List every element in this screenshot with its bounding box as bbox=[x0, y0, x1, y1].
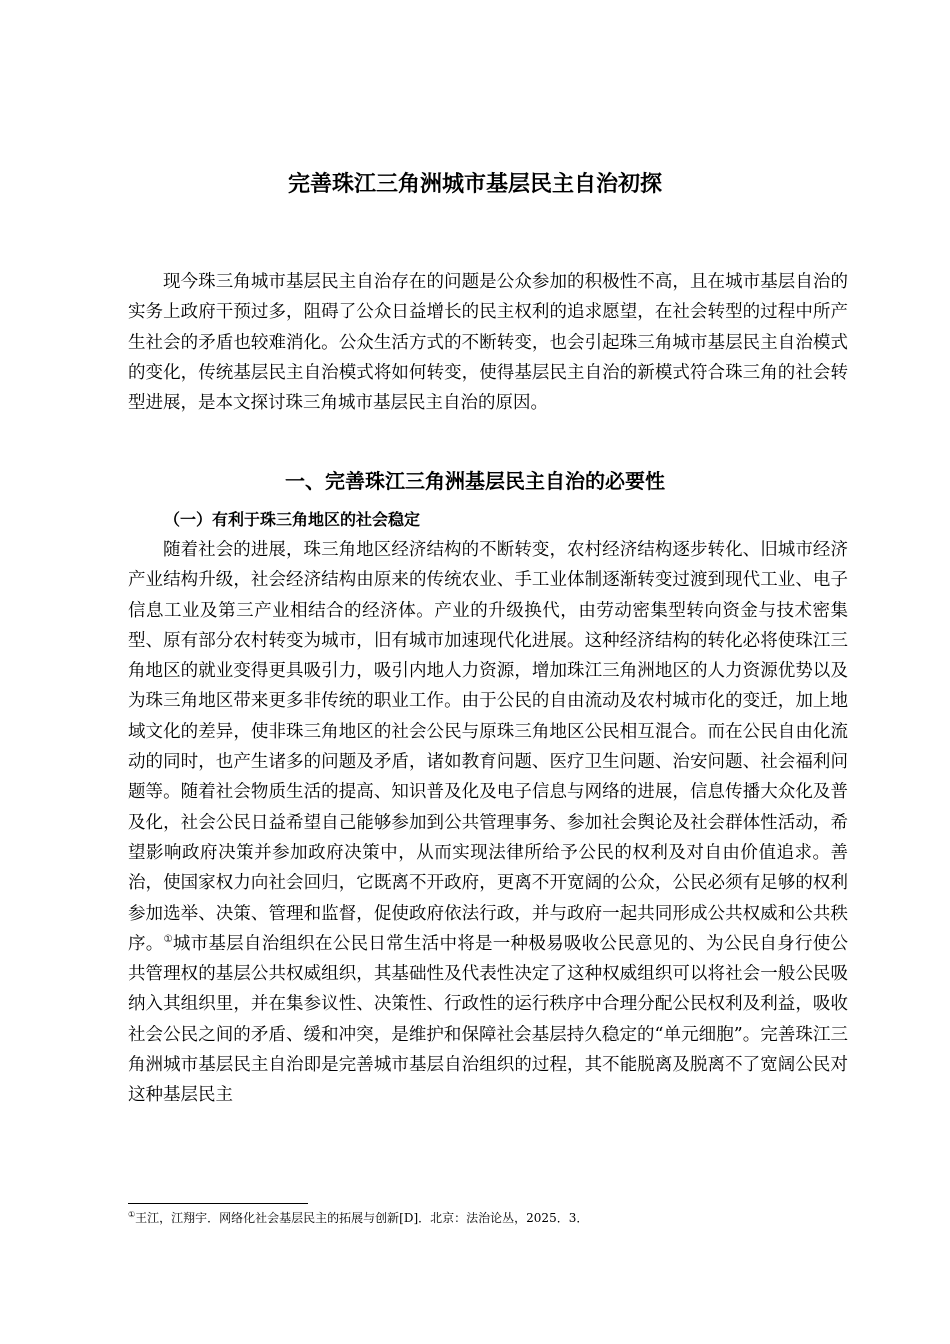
footnote-divider bbox=[128, 1203, 308, 1204]
footnote-marker: ① bbox=[128, 1210, 136, 1219]
footnote-reference: ① bbox=[163, 934, 173, 946]
footnote-text: 王江，江翔宇．网络化社会基层民主的拓展与创新[D]．北京：法治论丛，2025．3． bbox=[135, 1211, 589, 1225]
document-title: 完善珠江三角洲城市基层民主自治初探 bbox=[287, 172, 662, 197]
body-paragraph-text: 随着社会的进展，珠三角地区经济结构的不断转变，农村经济结构逐步转化、旧城市经济产业结构升级，社会经济结构由原来的传统农业、手工业体制逐渐转变过渡到现代工业、电子信息工业及第三产业相结合的经济体。产业的升级换代，由劳动密集型转向资金与技术密集型、原有部分农村转变为城市，旧有城市加速现代化进展。这种经济结构的转化必将使珠江三角地区的就业变得更具吸引力，吸引内地人力资源，增加珠江三角洲地区的人力资源优势以及为珠三角地区带来更多非传统的职业工作。由于公民的自由流动及农村城市化的变迁，加上地域文化的差异，使非珠三角地区的社会公民与原珠三角地区公民相互混合。而在公民自由化流动的同时，也产生诸多的问题及矛盾，诸如教育问题、医疗卫生问题、治安问题、社会福利问题等。随着社会物质生活的提高、知识普及化及电子信息与网络的进展，信息传播大众化及普及化，社会公民日益希望自己能够参加到公共管理事务、参加社会舆论及社会群体性活动，希望影响政府决策并参加政府决策中，从而实现法律所给予公民的权利及对自由价值追求。善治，使国家权力向社会回归，它既离不开政府，更离不开宽阔的公众，公民必须有足够的权利参加选举、决策、管理和监督，促使政府依法行政，并与政府一起共同形成公共权威和公共秩序。 bbox=[128, 540, 848, 954]
section-heading: 一、完善珠江三角洲基层民主自治的必要性 bbox=[285, 469, 665, 493]
subsection-heading: （一）有利于珠三角地区的社会稳定 bbox=[164, 510, 421, 529]
intro-paragraph: 现今珠三角城市基层民主自治存在的问题是公众参加的积极性不高，且在城市基层自治的实务上政府干预过多，阻碍了公众日益增长的民主权利的追求愿望，在社会转型的过程中所产生社会的矛盾也较难消化。公众生活方式的不断转变，也会引起珠三角城市基层民主自治模式的变化，传统基层民主自治模式将如何转变，使得基层民主自治的新模式符合珠三角的社会转型进展，是本文探讨珠三角城市基层民主自治的原因。 bbox=[128, 272, 848, 414]
footnote bbox=[128, 1209, 848, 1227]
body-paragraph bbox=[128, 535, 848, 1111]
body-paragraph-text-continued: 城市基层自治组织在公民日常生活中将是一种极易吸收公民意见的、为公民自身行使公共管理权的基层公共权威组织，其基础性及代表性决定了这种权威组织可以将社会一般公民吸纳入其组织里，并在集参议性、决策性、行政性的运行秩序中合理分配公民权利及利益，吸收社会公民之间的矛盾、缓和冲突，是维护和保障社会基层持久稳定的“单元细胞”。完善珠江三角洲城市基层民主自治即是完善城市基层自治组织的过程，其不能脱离及脱离不了宽阔公民对这种基层民主 bbox=[128, 933, 849, 1106]
